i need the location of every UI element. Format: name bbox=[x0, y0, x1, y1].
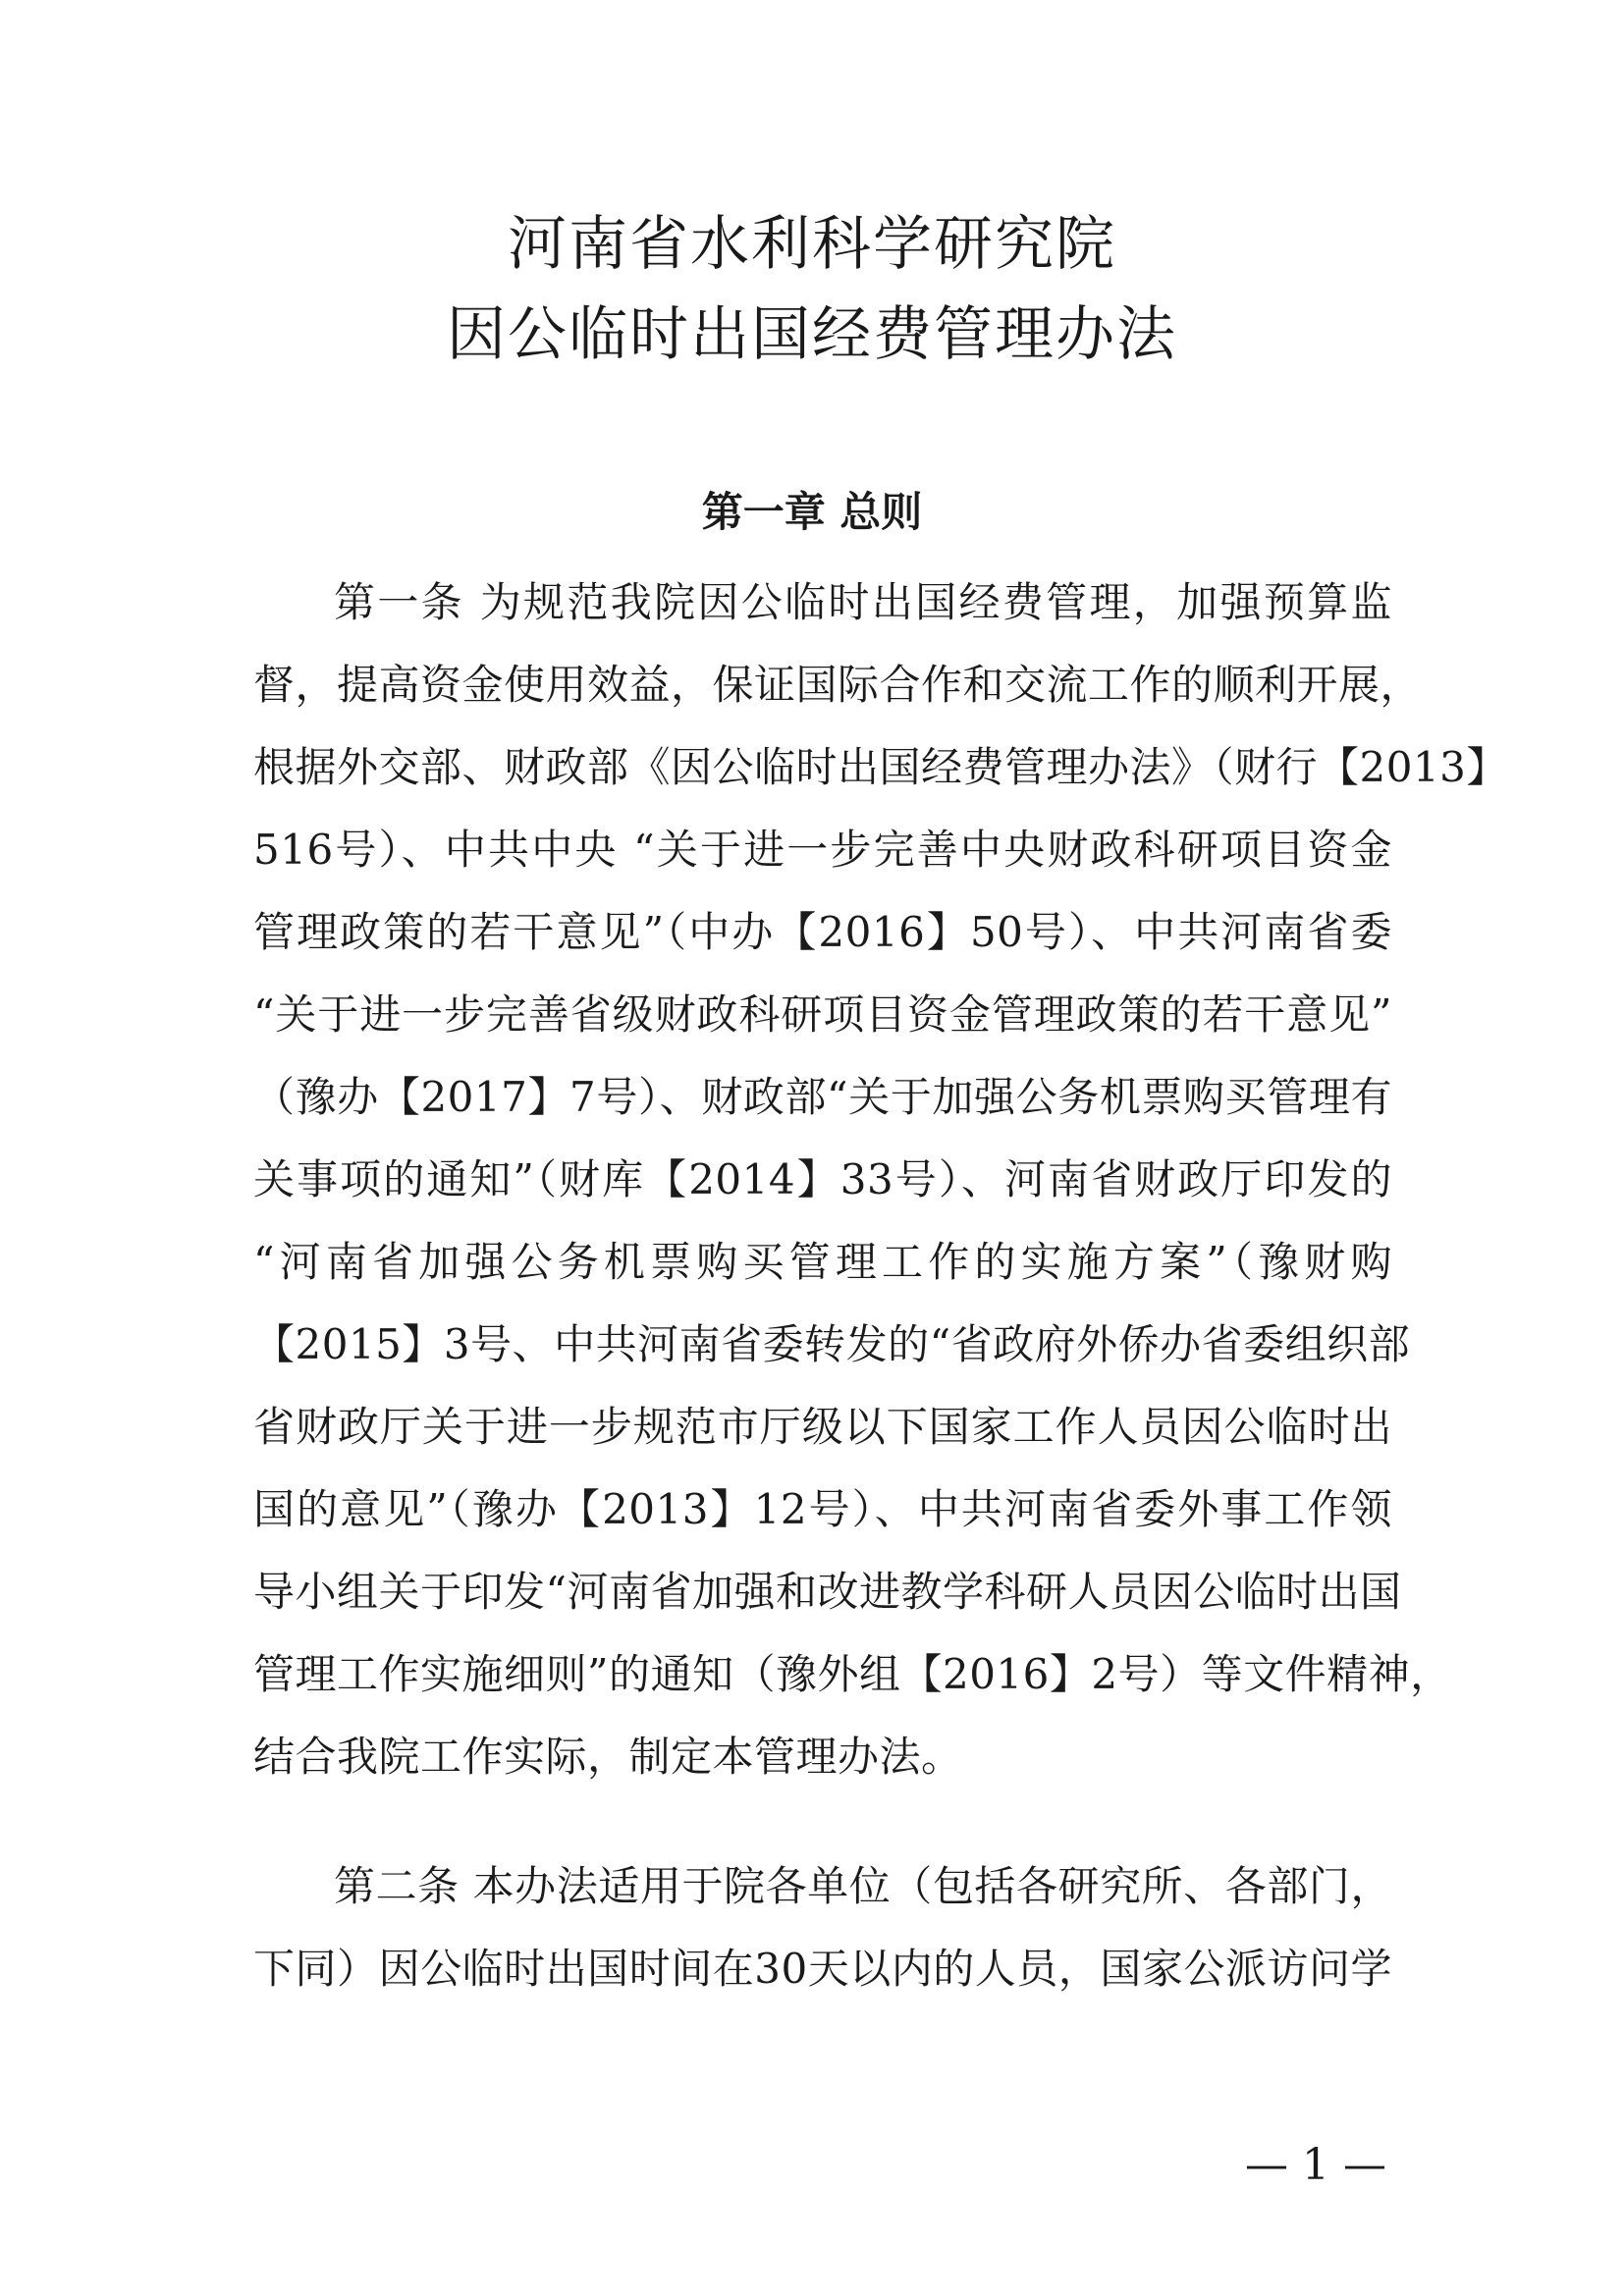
paragraph-line: 管理政策的若干意见”（中办【2016】50号）、中共河南省委 bbox=[253, 908, 1392, 956]
page-number: — 1 — bbox=[1245, 2140, 1386, 2190]
paragraph-line: 516号）、中共中央 “关于进一步完善中央财政科研项目资金 bbox=[253, 826, 1392, 874]
paragraph-line: 国的意见”（豫办【2013】12号）、中共河南省委外事工作领 bbox=[253, 1485, 1392, 1533]
paragraph-line: 结合我院工作实际，制定本管理办法。 bbox=[253, 1733, 963, 1781]
paragraph-line: 督，提高资金使用效益，保证国际合作和交流工作的顺利开展， bbox=[253, 661, 1423, 709]
chapter-heading: 第一章 总则 bbox=[701, 488, 923, 536]
paragraph-line: 第一条 为规范我院因公临时出国经费管理，加强预算监 bbox=[334, 578, 1392, 626]
paragraph-line: 【2015】3号、中共河南省委转发的“省政府外侨办省委组织部 bbox=[253, 1320, 1411, 1368]
paragraph-line: 管理工作实施细则”的通知（豫外组【2016】2号）等文件精神， bbox=[253, 1650, 1452, 1698]
paragraph-line: 关事项的通知”（财库【2014】33号）、河南省财政厅印发的 bbox=[253, 1155, 1392, 1203]
paragraph-line: “关于进一步完善省级财政科研项目资金管理政策的若干意见” bbox=[253, 990, 1392, 1039]
document-title-line-2: 因公临时出国经费管理办法 bbox=[447, 300, 1177, 369]
paragraph-line: 导小组关于印发“河南省加强和改进教学科研人员因公临时出国 bbox=[253, 1568, 1402, 1616]
paragraph-line: “河南省加强公务机票购买管理工作的实施方案”（豫财购 bbox=[253, 1238, 1392, 1286]
paragraph-line: 根据外交部、财政部《因公临时出国经费管理办法》（财行【2013】 bbox=[253, 743, 1508, 791]
paragraph-line: 省财政厅关于进一步规范市厅级以下国家工作人员因公临时出 bbox=[253, 1403, 1392, 1451]
paragraph-line: 下同）因公临时出国时间在30天以内的人员，国家公派访问学 bbox=[253, 1945, 1392, 1993]
document-title-line-1: 河南省水利科学研究院 bbox=[508, 210, 1116, 279]
paragraph-line: （豫办【2017】7号）、财政部“关于加强公务机票购买管理有 bbox=[253, 1073, 1392, 1121]
paragraph-line: 第二条 本办法适用于院各单位（包括各研究所、各部门， bbox=[334, 1862, 1392, 1910]
